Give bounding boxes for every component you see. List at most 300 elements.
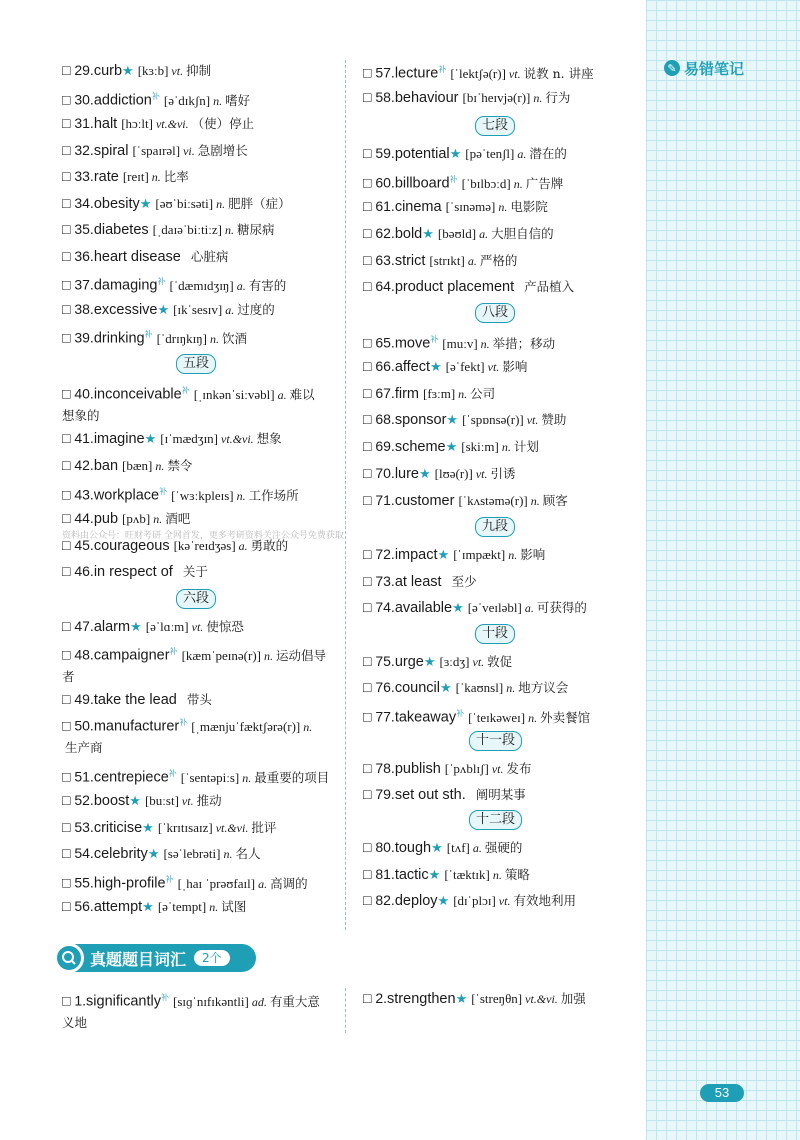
item-number: □ 47. xyxy=(62,618,94,634)
vocab-item xyxy=(62,616,337,637)
chinese-meaning: 影响 xyxy=(520,547,546,562)
section-label: 五段 xyxy=(176,354,216,374)
vocab-word: available xyxy=(394,600,453,616)
vocab-item xyxy=(62,988,332,1033)
item-number: □ 30. xyxy=(62,91,94,108)
chinese-meaning: 名人 xyxy=(235,846,261,861)
item-number: □ 44. xyxy=(62,510,94,526)
vocab-item xyxy=(62,508,337,529)
vocab-word: ban xyxy=(93,458,119,474)
key-word-star-icon: ★ xyxy=(139,196,152,211)
phonetic: [tʌf] xyxy=(446,840,470,855)
vocab-item xyxy=(363,758,638,779)
part-of-speech: n. xyxy=(209,900,219,914)
item-number: □ 63. xyxy=(363,252,395,268)
part-of-speech: n. xyxy=(501,440,511,454)
vocab-item xyxy=(363,356,638,377)
part-of-speech: vt.&vi. xyxy=(525,992,558,1006)
supplement-mark-icon: 补 xyxy=(181,386,190,395)
part-of-speech: n. xyxy=(213,93,223,108)
part-of-speech: ad. xyxy=(251,994,267,1009)
vocab-item xyxy=(62,113,337,134)
part-of-speech: n. xyxy=(533,91,543,105)
part-of-speech: vt. xyxy=(487,360,500,374)
vocab-word: high-profile xyxy=(93,875,166,892)
chinese-meaning: 阐明某事 xyxy=(475,787,526,802)
item-number: □ 45. xyxy=(62,537,94,553)
item-number: □ 79. xyxy=(363,786,395,802)
item-number: □ 68. xyxy=(363,411,395,427)
column-divider-bottom xyxy=(345,988,346,1033)
phonetic: [bæn] xyxy=(122,458,153,473)
phonetic: [ˈkaʊnsl] xyxy=(455,680,504,695)
item-number: □ 67. xyxy=(363,385,395,401)
key-word-star-icon: ★ xyxy=(446,412,459,427)
vocab-item xyxy=(363,704,638,728)
item-number: □ 55. xyxy=(62,874,94,891)
phonetic: [ˈteɪkəweɪ] xyxy=(468,709,526,725)
vocab-word: takeaway xyxy=(394,709,457,726)
phonetic: [sɪɡˈnɪfɪkəntli] xyxy=(172,993,249,1009)
phonetic: [ˌdaɪəˈbiːtiːz] xyxy=(152,222,222,237)
vocab-item xyxy=(363,436,638,457)
vocab-word: take the lead xyxy=(93,692,177,708)
item-number: □ 80. xyxy=(363,839,395,855)
phonetic: [ˈdæmɪdʒɪŋ] xyxy=(169,277,234,293)
vocab-item xyxy=(363,250,638,271)
vocab-word: courageous xyxy=(93,538,170,554)
search-icon xyxy=(54,943,84,973)
vocab-item xyxy=(363,409,638,430)
chinese-meaning: 顾客 xyxy=(542,493,568,508)
vocab-word: council xyxy=(394,680,440,696)
key-word-star-icon: ★ xyxy=(419,466,431,481)
item-number: □ 66. xyxy=(363,358,395,374)
item-number: □ 38. xyxy=(62,301,94,317)
part-of-speech: a. xyxy=(524,601,534,615)
part-of-speech: vt. xyxy=(526,413,539,427)
vocab-word: product placement xyxy=(394,279,515,295)
chinese-meaning: 发布 xyxy=(506,761,532,776)
key-word-star-icon: ★ xyxy=(455,991,468,1006)
supplement-mark-icon: 补 xyxy=(438,65,447,74)
item-number: □ 54. xyxy=(62,845,94,861)
vocab-item xyxy=(62,246,337,267)
section-label: 十二段 xyxy=(469,810,522,830)
chinese-meaning: 行为 xyxy=(545,90,571,105)
vocab-item xyxy=(363,890,638,911)
part-of-speech: a. xyxy=(479,227,489,241)
part-of-speech: n. xyxy=(216,197,226,211)
vocab-item xyxy=(62,642,327,687)
chinese-meaning: 工作场所 xyxy=(248,487,299,503)
key-word-star-icon: ★ xyxy=(130,619,142,634)
vocab-item xyxy=(62,764,337,788)
chinese-meaning: 产品植入 xyxy=(524,279,575,294)
chinese-meaning: 抑制 xyxy=(186,63,212,78)
supplement-mark-icon: 补 xyxy=(159,487,168,496)
vocab-word: manufacturer xyxy=(93,718,180,735)
supplement-mark-icon: 补 xyxy=(157,277,166,286)
vocab-item xyxy=(363,651,638,672)
vocab-word: bold xyxy=(394,226,423,242)
vocab-item xyxy=(62,60,337,81)
part-of-speech: vt. xyxy=(191,620,204,634)
key-word-star-icon: ★ xyxy=(431,840,443,855)
item-number: □ 73. xyxy=(363,573,395,589)
chinese-meaning: 地方议会 xyxy=(518,680,569,695)
key-word-star-icon: ★ xyxy=(428,867,441,882)
phonetic: [ˈɪmpækt] xyxy=(453,547,506,562)
banner-title: 真题题目词汇 xyxy=(90,949,187,969)
vocab-word: lecture xyxy=(394,65,439,82)
key-word-star-icon: ★ xyxy=(449,146,462,161)
phonetic: [bɪˈheɪvjə(r)] xyxy=(462,90,531,105)
item-number: □ 43. xyxy=(62,486,94,503)
part-of-speech: n. xyxy=(155,459,165,473)
chinese-meaning: 有效地利用 xyxy=(513,893,576,908)
item-number: □ 82. xyxy=(363,892,395,908)
chinese-meaning: 可获得的 xyxy=(536,600,587,615)
vocab-item xyxy=(62,896,337,917)
key-word-star-icon: ★ xyxy=(439,680,452,695)
vocab-word: spiral xyxy=(93,143,129,159)
part-of-speech: n. xyxy=(492,868,502,882)
item-number: □ 62. xyxy=(363,225,395,241)
vocab-word: customer xyxy=(394,493,455,509)
vocab-item xyxy=(363,383,638,404)
vocab-word: lure xyxy=(394,466,419,482)
phonetic: [ˈstreŋθn] xyxy=(471,991,523,1006)
phonetic: [reɪt] xyxy=(122,169,149,184)
chinese-meaning: 至少 xyxy=(451,574,477,589)
vocab-word: set out sth. xyxy=(394,787,466,803)
phonetic: [muːv] xyxy=(442,335,478,351)
phonetic: [əʊˈbiːsəti] xyxy=(155,196,214,211)
phonetic: [hɔːlt] xyxy=(121,116,153,131)
phonetic: [ɪˈmædʒɪn] xyxy=(160,431,219,446)
vocab-word: significantly xyxy=(86,993,161,1010)
vocab-item xyxy=(363,784,638,805)
vocab-item xyxy=(363,223,638,244)
phonetic: [ˈspɒnsə(r)] xyxy=(462,412,524,427)
vocab-word: curb xyxy=(93,63,123,79)
vocab-word: imagine xyxy=(93,431,145,447)
vocab-word: diabetes xyxy=(93,222,149,238)
item-number: □ 46. xyxy=(62,563,94,579)
vocab-item xyxy=(363,330,638,354)
part-of-speech: n. xyxy=(530,494,540,508)
vocab-item xyxy=(363,677,638,698)
vocab-word: tough xyxy=(394,840,432,856)
banner-count: 2个 xyxy=(194,950,230,966)
phonetic: [ɜːdʒ] xyxy=(439,654,470,669)
item-number: □ 60. xyxy=(363,174,395,191)
item-number: □ 35. xyxy=(62,221,94,237)
vocab-item xyxy=(363,87,638,108)
vocab-item xyxy=(62,817,337,838)
supplement-mark-icon: 补 xyxy=(169,647,178,656)
phonetic: [bəʊld] xyxy=(437,226,477,241)
item-number: □ 59. xyxy=(363,145,395,161)
vocab-item xyxy=(62,870,337,894)
chinese-meaning: （使）停止 xyxy=(191,116,255,131)
chinese-meaning: 大胆自信的 xyxy=(491,226,554,241)
vocab-word: boost xyxy=(93,793,130,809)
item-number: □ 33. xyxy=(62,168,94,184)
part-of-speech: n. xyxy=(210,331,219,346)
part-of-speech: n. xyxy=(528,710,538,725)
vocab-word: behaviour xyxy=(394,90,459,106)
chinese-meaning: 加强 xyxy=(560,991,586,1006)
chinese-meaning: 最重要的项目 xyxy=(254,769,330,785)
chinese-meaning: 广告牌 xyxy=(525,175,564,191)
item-number: □ 40. xyxy=(62,385,94,402)
chinese-meaning: 比率 xyxy=(163,169,189,184)
vocab-word: heart disease xyxy=(93,249,181,265)
phonetic: [əˈdɪkʃn] xyxy=(163,92,211,108)
vocab-item xyxy=(363,837,638,858)
part-of-speech: a. xyxy=(238,539,248,553)
vocab-item xyxy=(363,463,638,484)
item-number: □ 42. xyxy=(62,457,94,473)
item-number: □ 78. xyxy=(363,760,395,776)
part-of-speech: vt. xyxy=(508,66,521,81)
part-of-speech: vt. xyxy=(472,655,485,669)
item-number: □ 64. xyxy=(363,278,395,294)
vocab-word: drinking xyxy=(93,330,145,347)
key-word-star-icon: ★ xyxy=(430,359,442,374)
phonetic: [ˈbɪlbɔːd] xyxy=(461,175,511,191)
vocab-word: workplace xyxy=(93,487,160,504)
chinese-meaning: 心脏病 xyxy=(190,249,229,264)
part-of-speech: vt. xyxy=(475,467,488,481)
supplement-mark-icon: 补 xyxy=(456,709,465,718)
vocab-word: halt xyxy=(93,116,118,132)
phonetic: [strɪkt] xyxy=(429,253,465,268)
chinese-meaning: 禁令 xyxy=(167,458,193,473)
phonetic: [kæmˈpeɪnə(r)] xyxy=(181,647,261,663)
chinese-meaning: 计划 xyxy=(513,439,539,454)
chinese-meaning: 推动 xyxy=(196,793,222,808)
item-number: □ 39. xyxy=(62,329,94,346)
phonetic: [ˈsɪnəmə] xyxy=(445,199,496,214)
page-number: 53 xyxy=(700,1084,744,1102)
part-of-speech: n. xyxy=(303,719,313,734)
vocab-word: alarm xyxy=(93,619,131,635)
part-of-speech: n. xyxy=(513,176,523,191)
item-number: □ 65. xyxy=(363,334,395,351)
item-number: □ 29. xyxy=(62,62,94,78)
chinese-meaning: 想象 xyxy=(256,431,282,446)
vocab-item xyxy=(62,325,337,349)
vocab-item xyxy=(363,864,638,885)
item-number: □ 49. xyxy=(62,691,94,707)
item-number: □ 2. xyxy=(363,990,388,1006)
vocab-item xyxy=(363,276,638,297)
chinese-meaning: 饮酒 xyxy=(222,330,248,346)
vocab-word: tactic xyxy=(394,867,429,883)
vocab-word: firm xyxy=(394,386,419,402)
vocab-word: sponsor xyxy=(394,412,447,428)
chinese-meaning: 肥胖（症） xyxy=(228,196,291,211)
part-of-speech: vt.&vi. xyxy=(221,432,254,446)
chinese-meaning: 生产商 xyxy=(65,739,103,755)
key-word-star-icon: ★ xyxy=(144,431,157,446)
vocab-item xyxy=(62,299,337,320)
vocab-word: addiction xyxy=(93,92,152,109)
vocab-item xyxy=(363,597,638,618)
vocab-item xyxy=(363,544,638,565)
part-of-speech: n. xyxy=(508,548,518,562)
vocab-word: pub xyxy=(93,511,119,527)
phonetic: [əˈtempt] xyxy=(157,899,207,914)
vocab-item xyxy=(363,143,638,164)
key-word-star-icon: ★ xyxy=(423,654,436,669)
chinese-meaning: 高调的 xyxy=(270,875,308,891)
item-number: □ 31. xyxy=(62,115,94,131)
vocab-word: strengthen xyxy=(387,991,456,1007)
vocab-item xyxy=(62,482,337,506)
vocab-word: inconceivable xyxy=(93,386,182,403)
vocab-word: campaigner xyxy=(93,647,170,664)
part-of-speech: n. xyxy=(153,512,163,526)
part-of-speech: vt. xyxy=(181,794,194,808)
item-number: □ 41. xyxy=(62,430,94,446)
watermark-text: 资料由公众号：旺财考研 全网首发，更多考研资料关注公众号免费获取 xyxy=(62,531,344,541)
vocab-item xyxy=(363,490,638,511)
vocab-item xyxy=(363,170,638,194)
key-word-star-icon: ★ xyxy=(157,302,170,317)
phonetic: [ˌmænjuˈfæktʃərə(r)] xyxy=(191,718,301,734)
chinese-meaning: 嗜好 xyxy=(225,92,251,108)
vocab-word: criticise xyxy=(93,820,143,836)
vocab-item xyxy=(62,381,327,426)
supplement-mark-icon: 补 xyxy=(160,993,169,1002)
vocab-word: excessive xyxy=(93,302,158,318)
phonetic: [səˈlebrəti] xyxy=(163,846,221,861)
vocab-word: at least xyxy=(394,574,442,590)
vocab-item xyxy=(62,428,337,449)
vocab-item xyxy=(363,571,638,592)
chinese-meaning: 公司 xyxy=(470,386,496,401)
section-label: 九段 xyxy=(475,517,515,537)
notes-badge xyxy=(664,57,744,79)
chinese-meaning: 关于 xyxy=(182,564,208,579)
part-of-speech: n. xyxy=(223,847,233,861)
chinese-meaning: 影响 xyxy=(502,359,528,374)
vocab-item xyxy=(62,713,327,758)
item-number: □ 34. xyxy=(62,195,94,211)
section-label: 六段 xyxy=(176,589,216,609)
phonetic: [fɜːm] xyxy=(422,386,456,401)
vocab-word: rate xyxy=(93,169,119,185)
chinese-meaning: 电影院 xyxy=(510,199,548,214)
section-banner xyxy=(58,944,256,972)
chinese-meaning: 使惊恐 xyxy=(206,619,244,634)
part-of-speech: a. xyxy=(225,303,235,317)
part-of-speech: vt. xyxy=(491,762,504,776)
vocab-item xyxy=(62,561,337,582)
item-number: □ 51. xyxy=(62,768,94,785)
vocab-item xyxy=(363,988,638,1009)
item-number: □ 1. xyxy=(62,992,87,1009)
phonetic: [ˈkrɪtɪsaɪz] xyxy=(157,820,213,835)
chinese-meaning: 酒吧 xyxy=(165,511,191,526)
phonetic: [pəˈtenʃl] xyxy=(465,146,515,161)
item-number: □ 75. xyxy=(363,653,395,669)
item-number: □ 37. xyxy=(62,276,94,293)
chinese-meaning: 有重大意义地 xyxy=(62,993,320,1030)
supplement-mark-icon: 补 xyxy=(179,718,188,727)
section-label: 十段 xyxy=(475,624,515,644)
chinese-meaning: 急剧增长 xyxy=(197,143,248,158)
item-number: □ 56. xyxy=(62,898,94,914)
chinese-meaning: 潜在的 xyxy=(529,146,567,161)
phonetic: [ˈwɜːkpleɪs] xyxy=(171,487,234,503)
vocab-item xyxy=(62,219,337,240)
key-word-star-icon: ★ xyxy=(129,793,141,808)
chinese-meaning: 带头 xyxy=(186,692,212,707)
part-of-speech: vi. xyxy=(183,144,195,158)
part-of-speech: a. xyxy=(236,278,246,293)
chinese-meaning: 赞助 xyxy=(541,412,567,427)
vocab-word: centrepiece xyxy=(93,769,169,786)
part-of-speech: vt. xyxy=(498,894,511,908)
section-label: 八段 xyxy=(475,303,515,323)
phonetic: [ˈpʌblɪʃ] xyxy=(444,761,489,776)
vocab-word: celebrity xyxy=(93,846,148,862)
part-of-speech: a. xyxy=(467,254,477,268)
chinese-meaning: 敦促 xyxy=(487,654,513,669)
part-of-speech: a. xyxy=(258,876,268,891)
part-of-speech: vt.&vi. xyxy=(215,821,249,835)
item-number: □ 70. xyxy=(363,465,395,481)
vocab-word: impact xyxy=(394,547,438,563)
supplement-mark-icon: 补 xyxy=(144,330,153,339)
chinese-meaning: 严格的 xyxy=(479,253,518,268)
part-of-speech: n. xyxy=(506,681,516,695)
item-number: □ 77. xyxy=(363,708,395,725)
vocab-word: potential xyxy=(394,146,450,162)
vocab-item xyxy=(62,193,337,214)
item-number: □ 57. xyxy=(363,64,395,81)
chinese-meaning: 说教 n. 讲座 xyxy=(523,65,594,81)
item-number: □ 48. xyxy=(62,646,94,663)
item-number: □ 53. xyxy=(62,819,94,835)
chinese-meaning: 过度的 xyxy=(237,302,275,317)
item-number: □ 76. xyxy=(363,679,395,695)
vocab-word: publish xyxy=(394,761,441,777)
supplement-mark-icon: 补 xyxy=(151,92,160,101)
part-of-speech: n. xyxy=(242,770,252,785)
chinese-meaning: 强硬的 xyxy=(484,840,523,855)
vocab-word: cinema xyxy=(394,199,442,215)
vocab-word: damaging xyxy=(93,277,158,294)
chinese-meaning: 策略 xyxy=(504,867,530,882)
key-word-star-icon: ★ xyxy=(437,893,450,908)
supplement-mark-icon: 补 xyxy=(449,175,458,184)
part-of-speech: a. xyxy=(517,147,527,161)
phonetic: [ˌɪnkənˈsiːvəbl] xyxy=(193,386,275,402)
part-of-speech: n. xyxy=(264,648,273,663)
supplement-mark-icon: 补 xyxy=(430,335,439,344)
item-number: □ 61. xyxy=(363,198,395,214)
part-of-speech: a. xyxy=(277,387,287,402)
chinese-meaning: 批评 xyxy=(251,820,277,835)
chinese-meaning: 勇敢的 xyxy=(250,538,289,553)
vocab-word: strict xyxy=(394,253,426,269)
